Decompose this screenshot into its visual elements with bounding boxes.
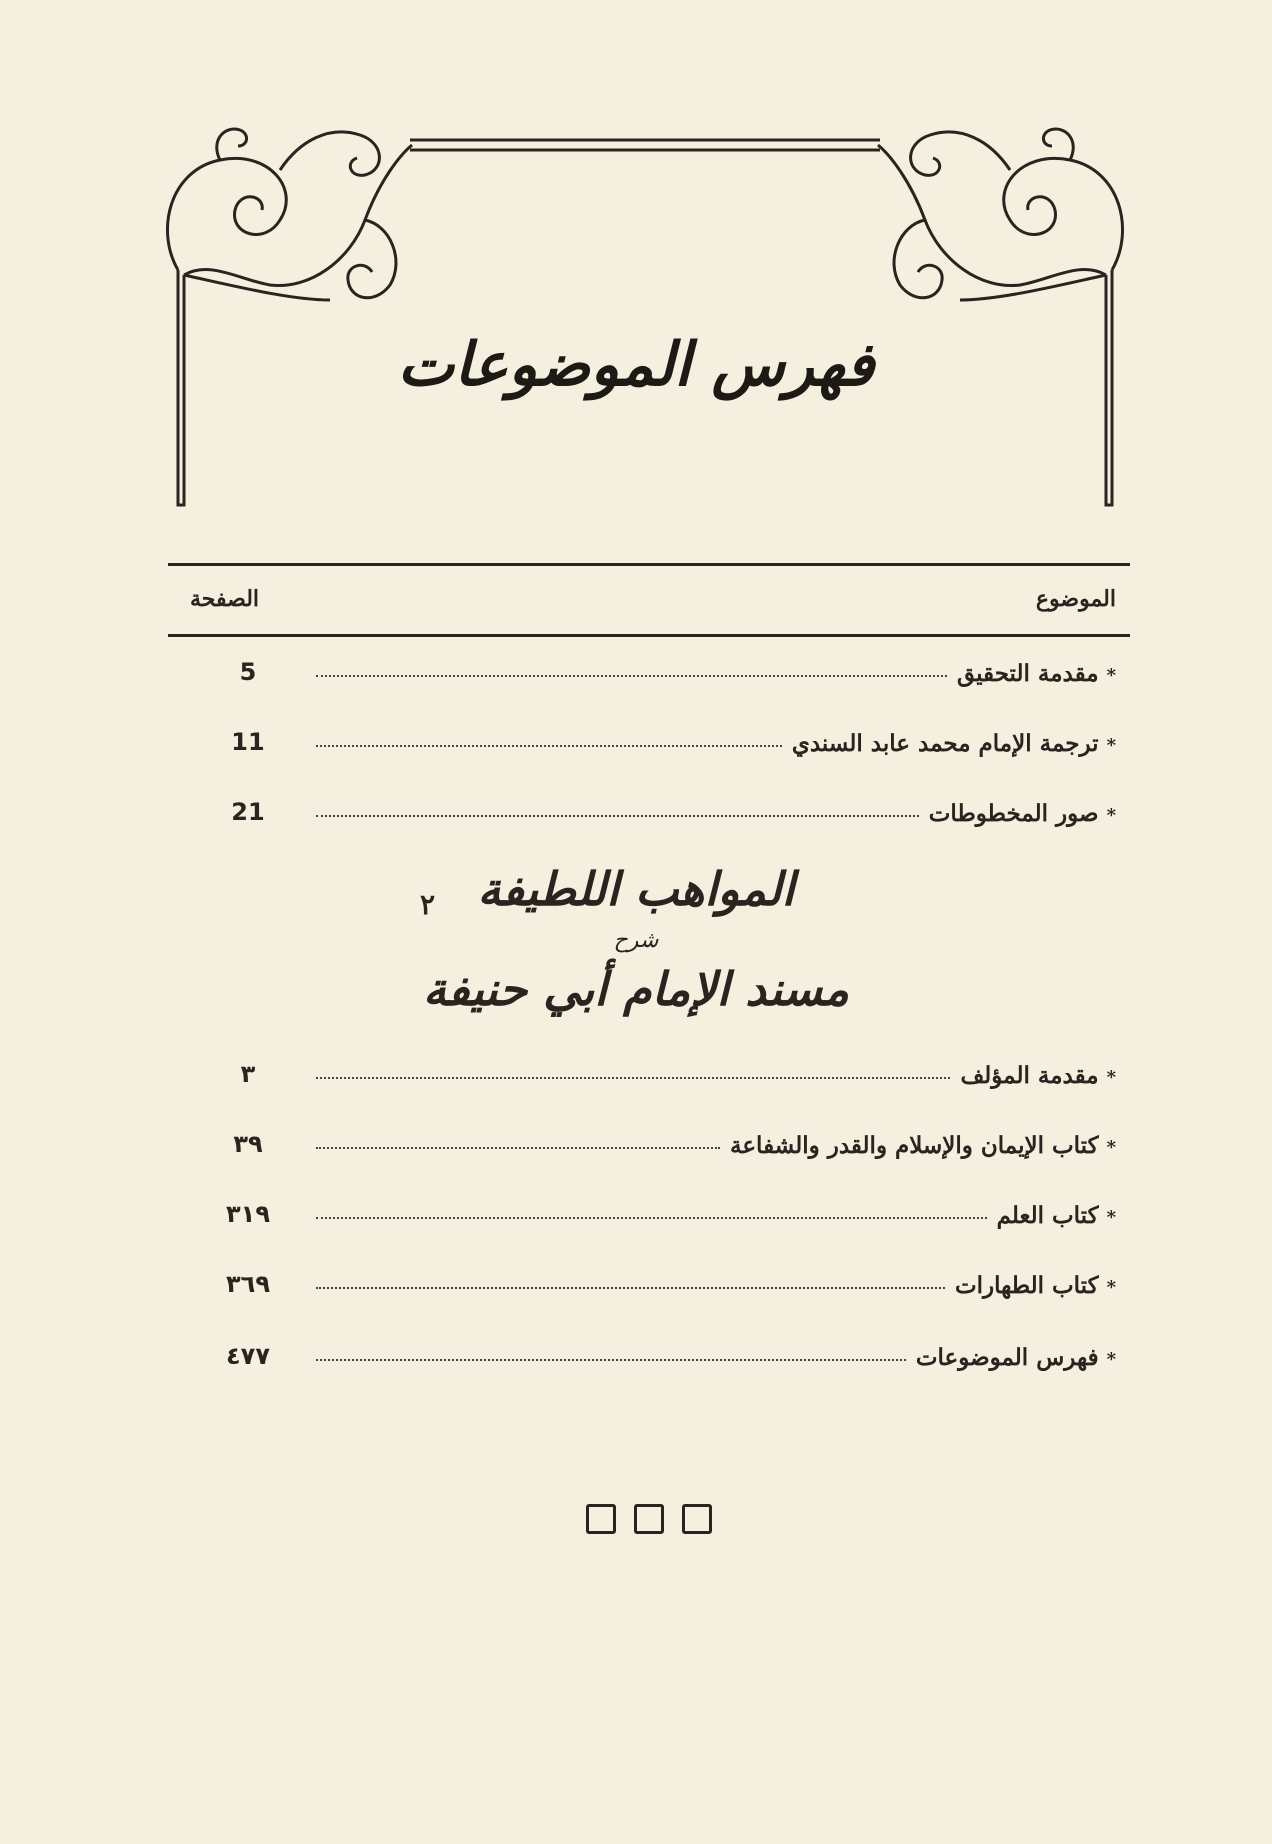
dot-leader [316, 1217, 987, 1219]
toc-entry [168, 1266, 1130, 1310]
entry-label: مقدمة المؤلف [960, 1062, 1099, 1089]
entry-label: فهرس الموضوعات [915, 1344, 1099, 1371]
toc-entry [168, 724, 1130, 768]
bullet-star-icon: * [1106, 805, 1116, 826]
toc-header [168, 578, 1130, 622]
page-column-header: الصفحة [190, 586, 260, 612]
book-title-line1: المواهب اللطيفة [477, 862, 795, 916]
toc-entry [168, 1126, 1130, 1170]
dot-leader [316, 815, 919, 817]
square-ornament-icon [634, 1504, 664, 1534]
entry-page-number: ٣ [240, 1060, 256, 1088]
square-ornament-icon [586, 1504, 616, 1534]
square-ornament-icon [682, 1504, 712, 1534]
book-title-connector: شرح [613, 928, 659, 953]
book-title-line2: مسند الإمام أبي حنيفة [423, 962, 849, 1016]
dot-leader [316, 1077, 950, 1079]
entry-label: كتاب العلم [996, 1202, 1099, 1229]
toc-entry [168, 1056, 1130, 1100]
entry-label: مقدمة التحقيق [956, 660, 1099, 687]
toc-entry [168, 654, 1130, 698]
bullet-star-icon: * [1106, 1137, 1116, 1158]
entry-page-number: 5 [239, 658, 257, 686]
bullet-star-icon: * [1106, 1207, 1116, 1228]
bullet-star-icon: * [1106, 1349, 1116, 1370]
entry-label: كتاب الإيمان والإسلام والقدر والشفاعة [730, 1132, 1099, 1159]
topic-column-header: الموضوع [1035, 586, 1116, 612]
dot-leader [316, 745, 782, 747]
dot-leader [316, 675, 947, 677]
entry-page-number: ٣٩ [233, 1130, 263, 1158]
entry-page-number: 11 [231, 728, 265, 756]
dot-leader [316, 1287, 945, 1289]
entry-label: صور المخطوطات [928, 800, 1099, 827]
dot-leader [316, 1147, 720, 1149]
entry-label: ترجمة الإمام محمد عابد السندي [791, 730, 1099, 757]
volume-mark: ٢ [420, 888, 436, 921]
entry-label: كتاب الطهارات [954, 1272, 1099, 1299]
bullet-star-icon: * [1106, 1277, 1116, 1298]
toc-entry [168, 794, 1130, 838]
header-bottom-rule [168, 634, 1130, 637]
entry-page-number: 21 [231, 798, 265, 826]
toc-entry [168, 1338, 1130, 1382]
ornamental-frame [150, 110, 1140, 520]
bullet-star-icon: * [1106, 1067, 1116, 1088]
end-ornament [586, 1504, 712, 1534]
book-title-block [0, 862, 1272, 1042]
bullet-star-icon: * [1106, 665, 1116, 686]
entry-page-number: ٤٧٧ [226, 1342, 270, 1370]
toc-entry [168, 1196, 1130, 1240]
entry-page-number: ٣٦٩ [226, 1270, 270, 1298]
entry-page-number: ٣١٩ [226, 1200, 270, 1228]
header-top-rule [168, 563, 1130, 566]
page-title: فهرس الموضوعات [397, 330, 875, 400]
bullet-star-icon: * [1106, 735, 1116, 756]
dot-leader [316, 1359, 906, 1361]
